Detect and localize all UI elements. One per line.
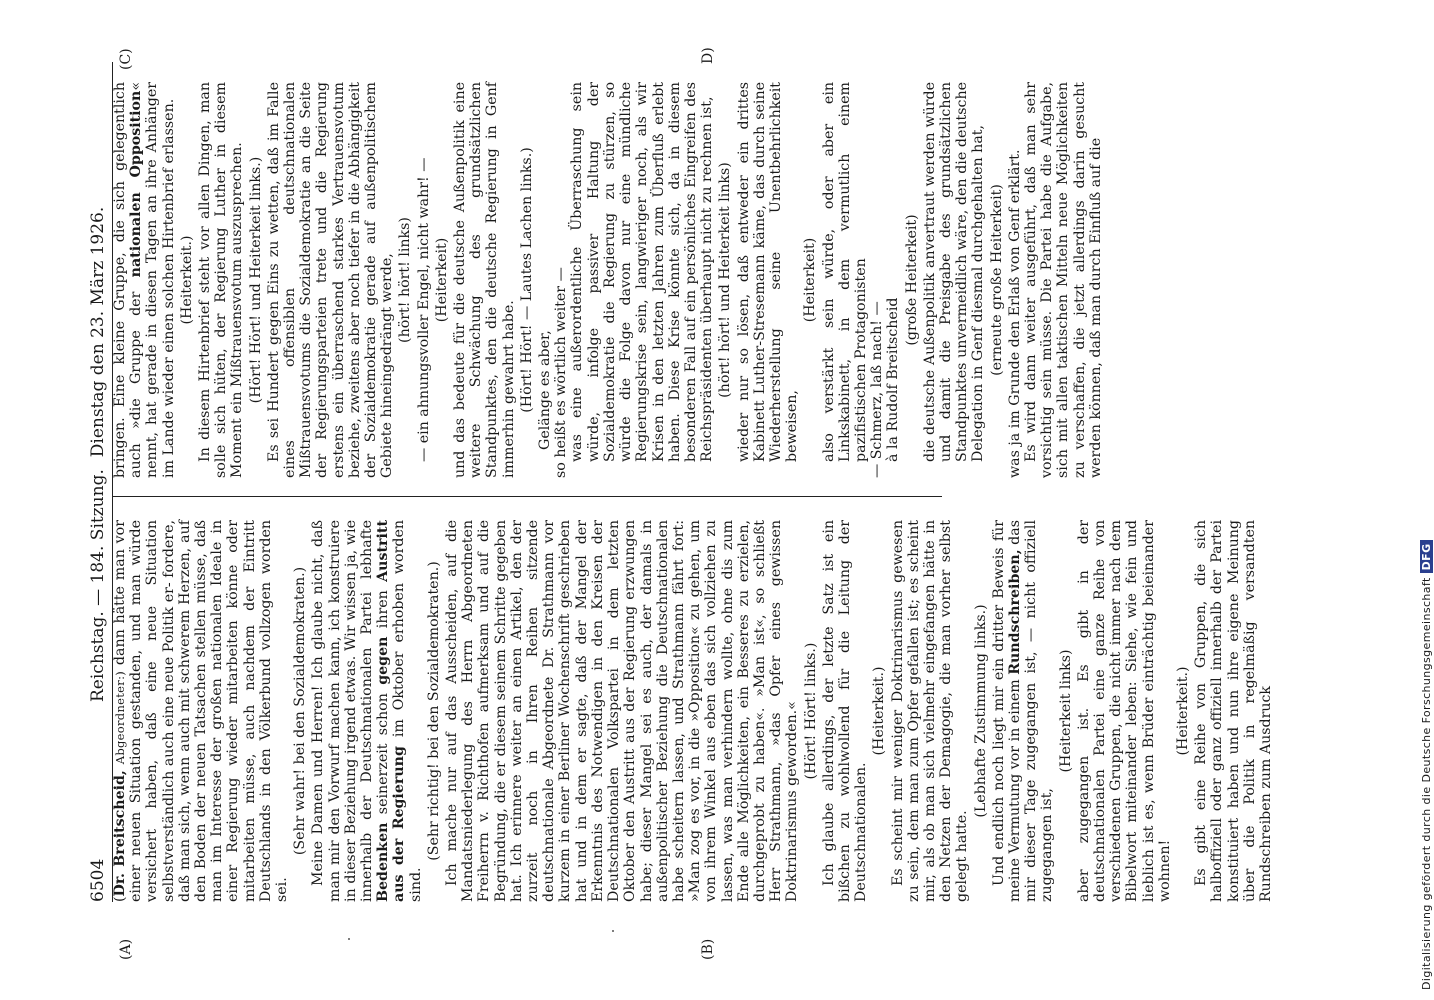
interjection: (Heiterkeit): [802, 237, 819, 323]
paragraph: also verstärkt sein würde, oder aber ein Linkskabinett, in dem vermutlich einem pazifistischen Protagonisten: [820, 82, 869, 462]
paragraph: Es scheint mir weniger Doktrinarismus gewesen zu sein, dem man zum Opfer gefallen ist; es scheint mir, als ob man sich vielmehr eingefangen hätte in den Netzen der Demagogie, die man vorher selbst gelegt hatte.: [889, 520, 971, 902]
interjection: (Heiterkeit.): [1175, 666, 1191, 756]
paragraph: [310, 520, 423, 902]
interjection: (Lebhafte Zustimmung links.): [972, 604, 989, 818]
paragraph: wieder nur so lösen, daß entweder ein drittes Kabinett Luther-Stresemann käme, das durch seine Wiederherstellung seine Unentbehrlichkeit beweisen,: [735, 82, 801, 462]
paragraph-text: ihren: [375, 590, 392, 629]
emphasis: Bedenken: [375, 822, 392, 902]
paragraph: [112, 82, 177, 478]
paragraph: Es gibt eine Reihe von Gruppen, die sich halboffiziell oder ganz offiziell innerhalb der Partei konstituiert haben und nun ihre eigene Meinung über die Politik in regelmäßig versandten Rundschreiben zum Ausdruck: [1193, 520, 1275, 902]
paragraph-text: fordere, daß man sich, wenn auch mit schwerem Herzen, auf den Boden der neuen Tatsachen stellen müsse, daß man im Interesse der großen nationalen Ideale in einer Regierung wieder mitarbeiten könne oder mitarbeiten müsse, auch nachdem der Eintritt Deutschlands in den Völkerbund vollzogen worden sei.: [160, 520, 291, 902]
margin-marker-c: (C): [118, 48, 134, 70]
paragraph-text: das mir dieser Tage zugegangen ist, — nicht offiziell zugegangen ist,: [1006, 520, 1056, 902]
interjection: (Heiterkeit.): [178, 235, 195, 325]
emphasis: gegen: [375, 636, 392, 685]
dash-aside: — ein ahnungsvoller Engel, nicht wahr! —: [415, 157, 432, 462]
interjection: (Heiterkeit.): [871, 666, 888, 756]
emphasis: Austritt aus der Regierung: [375, 520, 408, 902]
interjection: (hört! hört! links): [397, 217, 414, 343]
emphasis: Rundschreiben,: [1006, 549, 1023, 675]
paragraph: aber zugegangen ist. Es gibt in der deutschnationalen Partei eine ganze Reihe von verschiedenen Gruppen, die nicht immer nach dem Bibelwort miteinander leben: Siehe, wie fein und lieblich ist es, wenn Brüder einträchtig beieinander wohnen!: [1075, 520, 1173, 902]
scan-speck: [612, 930, 614, 932]
margin-marker-d: D): [700, 47, 716, 64]
dfg-logo: DFG: [1420, 540, 1433, 573]
paragraph: Ich glaube allerdings, der letzte Satz ist ein bißchen zu wohlwollend für die Leitung der Deutschnationalen.: [820, 520, 870, 902]
interjection: (Sehr richtig! bei den Sozialdemokraten.): [425, 561, 442, 861]
dash-aside: — Schmerz, laß nach! —: [869, 301, 886, 478]
paragraph-text: im Oktober erhoben worden sind.: [391, 520, 424, 902]
session-title: Reichstag. — 184. Sitzung.: [88, 469, 108, 702]
paragraph-text: bringen. Eine kleine Gruppe, die sich gelegentlich auch »die Gruppe der: [112, 82, 145, 478]
right-column: [112, 82, 1104, 478]
paragraph: (Dr. Breitscheid, Abgeordneter:) dann hätte man vor einer neuen Situation gestanden, und man würde versichert haben, daß eine neue Situation selbstverständlich auch eine neue Politik er- fordere, daß man sich, wenn auch mit schwerem Herzen, auf den Boden der neuen Tatsachen stellen müsse, daß man im Interesse der großen nationalen Ideale in einer Regierung wieder mitarbeiten könne oder mitarbeiten müsse, auch nachdem der Eintritt Deutschlands in den Völkerbund vollzogen worden sei.: [112, 519, 291, 902]
margin-marker-b: (B): [700, 938, 716, 960]
paragraph: [991, 520, 1056, 902]
dash-aside: à la Rudolf Breitscheid: [885, 297, 902, 462]
page-header: [78, 62, 113, 902]
paragraph-text: « nennt, hat gerade in diesen Tagen an ihre Anhänger im Lande wieder einen solchen Hirtenbrief erlassen.: [128, 81, 177, 478]
interjection: (Hört! Hört! und Heiterkeit links.): [247, 156, 264, 404]
speaker-name: Dr. Breitscheid,: [112, 770, 128, 897]
session-date: Dienstag den 23. März 1926.: [88, 206, 108, 458]
page-number: 6504: [88, 858, 108, 902]
interjection: (Hört! Hört! — Lautes Lachen links.): [518, 147, 535, 413]
scan-speck: [348, 938, 350, 940]
interjection: (Heiterkeit links): [1057, 649, 1074, 773]
paragraph: Ich mache nur auf das Ausscheiden, auf die Mandatsniederlegung des Herrn Abgeordneten Freiherrn v. Richthofen aufmerksam und auf die Begründung, die er diesem seinem Schritte gegeben hat. Ich erinnere weiter an einen Artikel, den der zurzeit noch in Ihren Reihen sitzende deutschnationale Abgeordnete Dr. Strathmann vor kurzem in einer Berliner Wochenschrift geschrieben hat und in dem er sagte, daß der Mangel der Erkenntnis des Notwendigen in den Kreisen der Deutschnationalen Volkspartei in dem letzten Oktober den Austritt aus der Regierung erzwungen habe; dieser Mangel sei es auch, der damals in außenpolitischer Beziehung die Deutschnationalen habe scheitern lassen, und Strathmann fährt fort: »Man zog es vor, in die »Opposition« zu gehen, um von ihrem Winkel aus eben das sich vollziehen zu lassen, was man verhindern wollte, ohne dis zum Ende alle Möglichkeiten, ein Besseres zu erzielen, durchgeprobt zu haben«. »Man ist«, so schließt Herr Strathmann, »das Opfer eines gewissen Doktrinarismus geworden.«: [444, 520, 801, 902]
paragraph-text: seinerzeit schon: [375, 693, 392, 815]
paragraph: Es wird dann weiter ausgeführt, daß man sehr vorsichtig sein müsse. Die Partei habe die Aufgabe, sich mit allen taktischen Mitteln neue Möglichkeiten zu verschaffen, die jetzt allerdings darin gesucht werden können, daß man durch Einfluß auf die: [1022, 82, 1104, 478]
margin-marker-a: (A): [118, 938, 134, 960]
paragraph: und das bedeute für die deutsche Außenpolitik eine weitere Schwächung des grundsätzlichen Standpunktes, den die deutsche Regierung in Genf immerhin gewahrt habe.: [452, 82, 517, 478]
column-divider: [112, 496, 942, 497]
digitization-credit-text: Digitalisierung gefördert durch die Deutsche Forschungsgemeinschaft: [1420, 577, 1433, 990]
left-column: [112, 520, 1274, 902]
digitization-credit: [1420, 540, 1433, 990]
paragraph: was ja im Grunde den Erlaß von Genf erklärt.: [1006, 149, 1023, 478]
speaker-role: Abgeordneter:): [113, 670, 127, 765]
quote-lead: Gelänge es aber,: [537, 330, 554, 450]
paragraph: was eine außerordentliche Überraschung sein würde, infolge passiver Haltung der Sozialdemokratie die Regierung zu stürzen, so würde die Folge davon nur eine mündliche Regierungskrise sein, langwieriger noch, als wir Krisen in den letzten Jahren zum Überfluß erlebt haben. Diese Krise könnte sich, da in diesem besonderen Fall auf ein persönliches Eingreifen des Reichspräsidenten überhaupt nicht zu rechnen ist,: [569, 82, 716, 462]
quote-lead: so heißt es wörtlich weiter —: [553, 267, 570, 478]
interjection: (hört! hört! und Heiterkeit links): [717, 162, 734, 398]
interjection: (Heiterkeit): [433, 237, 450, 323]
paragraph: die deutsche Außenpolitik anvertraut werden würde und damit die Preisgabe des grundsätzlichen Standpunktes unvermeidlich wäre, den die deutsche Delegation in Genf diesmal durchgehalten hat,: [921, 82, 987, 462]
interjection: (Sehr wahr! bei den Sozialdemokraten.): [292, 566, 309, 856]
paragraph-text: Und endlich noch liegt mir ein dritter Beweis für meine Vermutung vor in einem: [990, 520, 1023, 902]
emphasis: nationalen Opposition: [128, 90, 145, 278]
interjection: (große Heiterkeit): [903, 214, 920, 346]
paragraph-text: dann hätte man vor einer neuen Situation gestanden, und man würde versichert haben, daß eine neue Situation selbstverständlich auch eine neue Politik er-: [112, 519, 177, 902]
paragraph: Es sei Hundert gegen Eins zu wetten, daß im Falle eines offensiblen deutschnationalen Mißtrauensvotums die Sozialdemokratie an die Seite der Regierungsparteien trete und die Regierung erstens ein überraschend starkes Vertrauensvotum beziehe, zweitens aber noch tiefer in die Abhängigkeit der Sozialdemokratie gerade auf außenpolitischem Gebiete hineingedrängt werde,: [265, 82, 396, 478]
paragraph: In diesem Hirtenbrief steht vor allen Dingen, man solle sich hüten, der Regierung Luther in diesem Moment ein Mißtrauensvotum auszusprechen.: [197, 82, 246, 478]
paragraph-text: Meine Damen und Herren! Ich glaube nicht, daß man mir den Vorwurf machen kann, ich konstruiere in dieser Beziehung irgend etwas. Wir wissen ja, wie innerhalb der Deutschnationalen Partei lebhafte: [310, 520, 376, 902]
interjection: (Hört! Hört! links.): [802, 642, 819, 780]
interjection: (erneute große Heiterkeit): [988, 184, 1005, 376]
